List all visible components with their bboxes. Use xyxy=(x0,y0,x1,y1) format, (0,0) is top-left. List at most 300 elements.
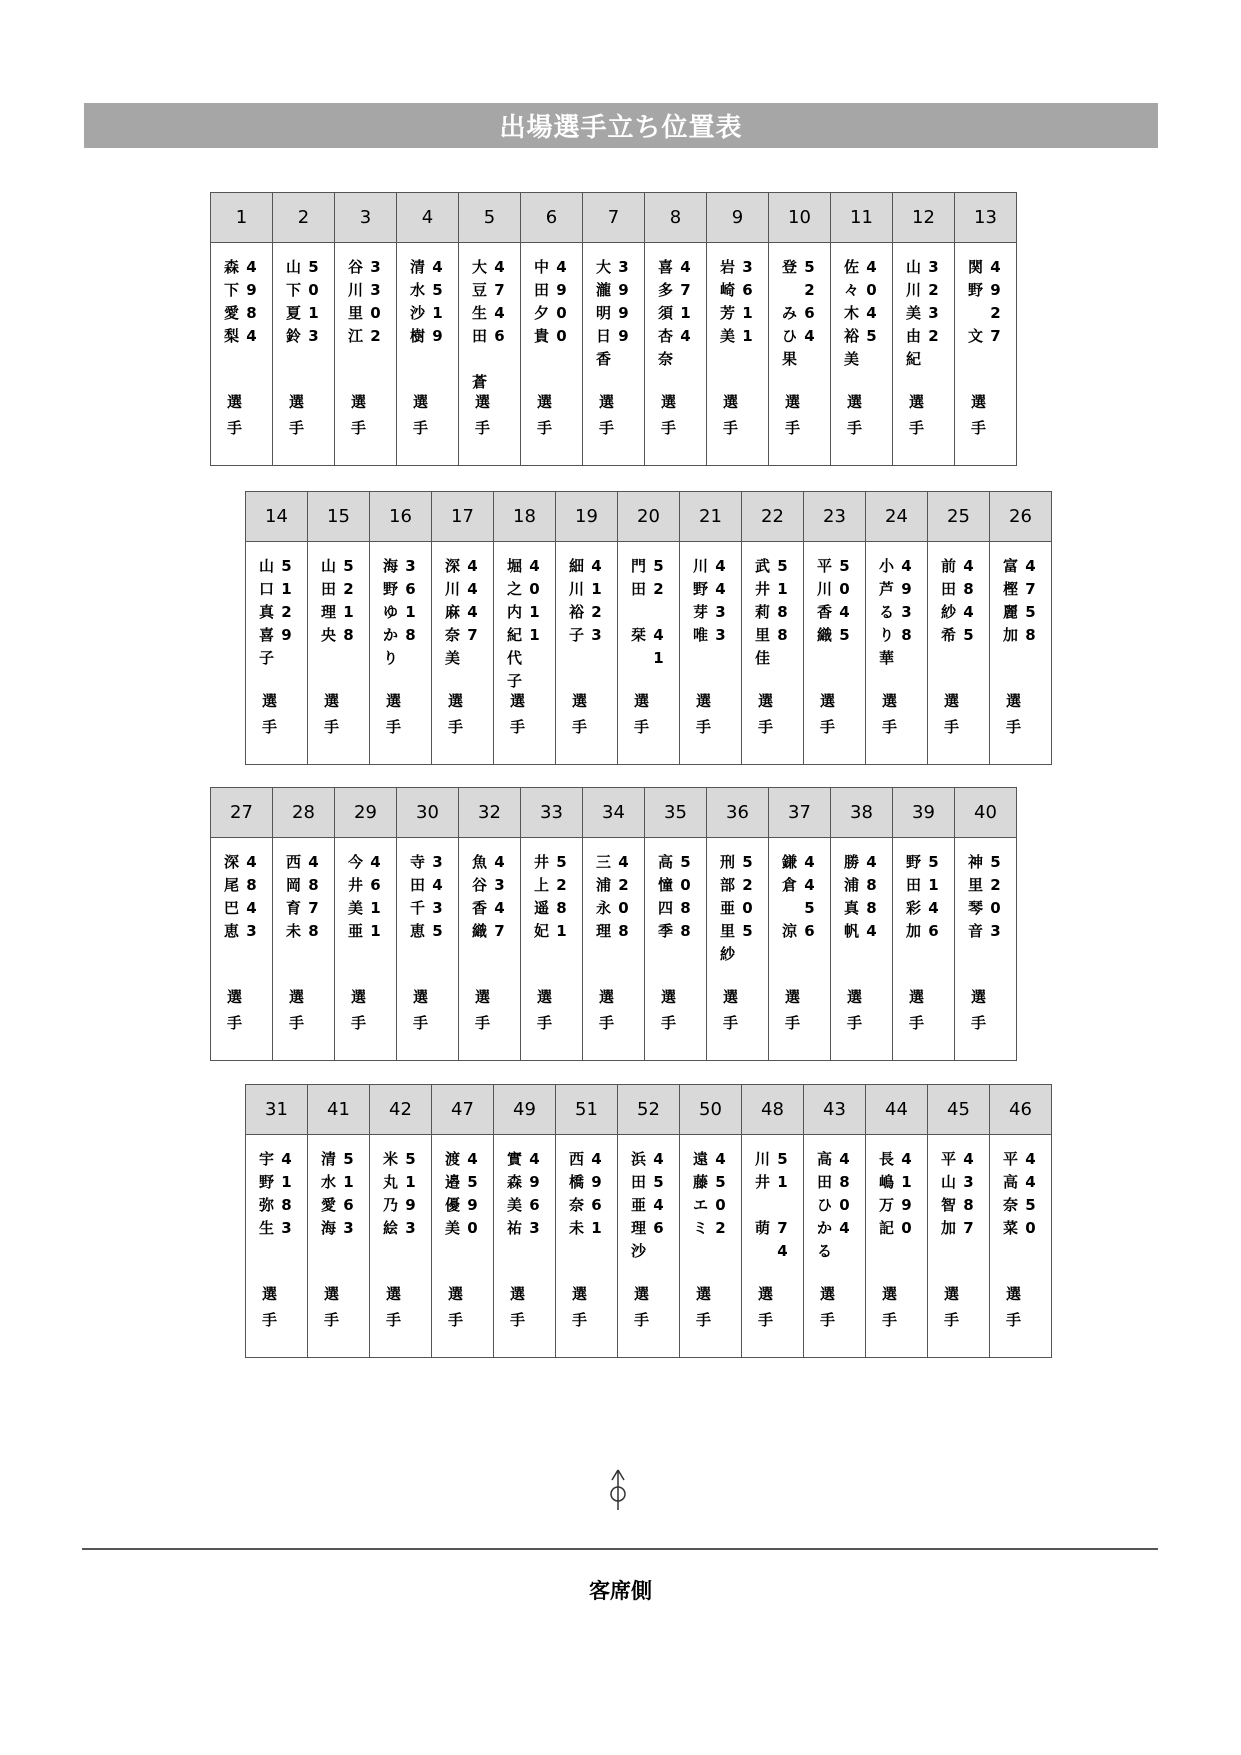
player-name: 高 憧 四 季 xyxy=(657,853,673,940)
player-suffix: 選 手 xyxy=(572,692,588,736)
player-info xyxy=(680,1135,741,1357)
player-number: 4 4 5 0 xyxy=(1025,1150,1036,1237)
position-cell xyxy=(308,491,370,765)
position-cell xyxy=(246,1084,308,1358)
player-suffix: 選 手 xyxy=(227,988,243,1032)
position-number: 50 xyxy=(680,1085,741,1135)
position-cell xyxy=(459,787,521,1061)
player-suffix: 選 手 xyxy=(820,692,836,736)
player-suffix: 選 手 xyxy=(599,988,615,1032)
position-cell xyxy=(804,491,866,765)
position-cell xyxy=(707,787,769,1061)
position-cell xyxy=(397,787,459,1061)
player-suffix: 選 手 xyxy=(475,988,491,1032)
player-name: 勝 浦 真 帆 xyxy=(843,853,859,940)
position-cell xyxy=(618,491,680,765)
player-suffix: 選 手 xyxy=(882,1285,898,1329)
position-number: 3 xyxy=(335,193,396,243)
player-info xyxy=(494,542,555,764)
position-row-4 xyxy=(245,1084,1052,1358)
player-suffix: 選 手 xyxy=(510,692,526,736)
player-suffix: 選 手 xyxy=(847,393,863,437)
position-cell xyxy=(308,1084,370,1358)
player-info xyxy=(397,243,458,465)
player-suffix: 選 手 xyxy=(289,988,305,1032)
player-suffix: 選 手 xyxy=(971,393,987,437)
position-number: 6 xyxy=(521,193,582,243)
position-cell xyxy=(335,787,397,1061)
player-info xyxy=(459,243,520,465)
position-cell xyxy=(955,787,1017,1061)
player-info xyxy=(893,243,954,465)
position-cell xyxy=(494,491,556,765)
position-row-1 xyxy=(210,192,1017,466)
player-name: 大 瀧 明 日 香 xyxy=(595,258,611,368)
center-mark-icon xyxy=(606,1468,630,1512)
player-suffix: 選 手 xyxy=(909,393,925,437)
player-info xyxy=(583,838,644,1060)
player-suffix: 選 手 xyxy=(351,393,367,437)
position-number: 37 xyxy=(769,788,830,838)
player-name: 清 水 愛 海 xyxy=(320,1150,336,1237)
position-cell xyxy=(459,192,521,466)
position-number: 32 xyxy=(459,788,520,838)
position-number: 49 xyxy=(494,1085,555,1135)
position-cell xyxy=(990,491,1052,765)
player-number: 5 1 9 3 xyxy=(405,1150,416,1237)
player-info xyxy=(459,838,520,1060)
player-number: 5 1 4 6 xyxy=(928,853,939,940)
player-info xyxy=(831,243,892,465)
player-number: 4 4 3 3 xyxy=(715,557,726,644)
position-cell xyxy=(928,1084,990,1358)
position-cell xyxy=(769,787,831,1061)
player-info xyxy=(521,243,582,465)
position-number: 38 xyxy=(831,788,892,838)
player-info xyxy=(521,838,582,1060)
player-name: 平 山 智 加 xyxy=(940,1150,956,1237)
position-number: 18 xyxy=(494,492,555,542)
player-number: 5 1 2 9 xyxy=(281,557,292,644)
player-info xyxy=(246,542,307,764)
position-cell xyxy=(521,192,583,466)
player-info xyxy=(893,838,954,1060)
player-suffix: 選 手 xyxy=(785,393,801,437)
player-name: 遠 藤 エ ミ xyxy=(692,1150,708,1237)
audience-side-label: 客席側 xyxy=(589,1579,652,1603)
player-name: 山 口 真 喜 子 xyxy=(258,557,274,667)
player-number: 3 6 1 1 xyxy=(742,258,753,345)
position-number: 34 xyxy=(583,788,644,838)
player-name: 山 川 美 由 紀 xyxy=(905,258,921,368)
player-info xyxy=(246,1135,307,1357)
player-suffix: 選 手 xyxy=(448,1285,464,1329)
player-info xyxy=(707,838,768,1060)
position-cell xyxy=(990,1084,1052,1358)
player-number: 4 9 6 1 xyxy=(591,1150,602,1237)
player-number: 4 9 8 4 xyxy=(246,258,257,345)
player-name: 浜 田 亜 理 沙 xyxy=(630,1150,646,1260)
position-cell xyxy=(866,491,928,765)
position-number: 51 xyxy=(556,1085,617,1135)
player-name: 深 川 麻 奈 美 xyxy=(444,557,460,667)
player-info xyxy=(273,243,334,465)
position-number: 8 xyxy=(645,193,706,243)
position-number: 2 xyxy=(273,193,334,243)
position-number: 9 xyxy=(707,193,768,243)
player-suffix: 選 手 xyxy=(944,1285,960,1329)
position-number: 1 xyxy=(211,193,272,243)
position-number: 29 xyxy=(335,788,396,838)
player-suffix: 選 手 xyxy=(758,1285,774,1329)
player-suffix: 選 手 xyxy=(262,1285,278,1329)
player-suffix: 選 手 xyxy=(227,393,243,437)
player-number: 4 8 4 3 xyxy=(246,853,257,940)
player-info xyxy=(273,838,334,1060)
position-number: 17 xyxy=(432,492,493,542)
player-number: 5 2 0 5 xyxy=(742,853,753,940)
position-cell xyxy=(893,192,955,466)
position-cell xyxy=(211,192,273,466)
player-name: 清 水 沙 樹 xyxy=(409,258,425,345)
player-name: 神 里 琴 音 xyxy=(967,853,983,940)
player-name: 小 芦 る り 華 xyxy=(878,557,894,667)
player-number: 5 2 0 3 xyxy=(990,853,1001,940)
player-info xyxy=(618,542,679,764)
player-suffix: 選 手 xyxy=(324,1285,340,1329)
player-suffix: 選 手 xyxy=(475,393,491,437)
position-number: 42 xyxy=(370,1085,431,1135)
position-cell xyxy=(804,1084,866,1358)
player-info xyxy=(370,1135,431,1357)
position-number: 33 xyxy=(521,788,582,838)
player-suffix: 選 手 xyxy=(696,1285,712,1329)
position-number: 11 xyxy=(831,193,892,243)
player-suffix: 選 手 xyxy=(944,692,960,736)
player-name: 堀 之 内 紀 代 子 xyxy=(506,557,522,690)
position-cell xyxy=(893,787,955,1061)
player-name: 米 丸 乃 絵 xyxy=(382,1150,398,1237)
player-info xyxy=(928,1135,989,1357)
position-cell xyxy=(645,787,707,1061)
player-number: 5 0 4 5 xyxy=(839,557,850,644)
position-number: 22 xyxy=(742,492,803,542)
position-number: 7 xyxy=(583,193,644,243)
player-suffix: 選 手 xyxy=(1006,692,1022,736)
player-info xyxy=(432,1135,493,1357)
position-number: 30 xyxy=(397,788,458,838)
player-info xyxy=(866,1135,927,1357)
player-name: 長 嶋 万 記 xyxy=(878,1150,894,1237)
player-suffix: 選 手 xyxy=(661,393,677,437)
player-number: 4 1 2 3 xyxy=(591,557,602,644)
player-suffix: 選 手 xyxy=(324,692,340,736)
player-number: 4 9 0 0 xyxy=(556,258,567,345)
player-info xyxy=(556,1135,617,1357)
player-suffix: 選 手 xyxy=(448,692,464,736)
player-info xyxy=(583,243,644,465)
position-number: 26 xyxy=(990,492,1051,542)
player-name: 富 樫 麗 加 xyxy=(1002,557,1018,644)
player-info xyxy=(742,542,803,764)
player-info xyxy=(769,838,830,1060)
player-suffix: 選 手 xyxy=(634,1285,650,1329)
position-cell xyxy=(521,787,583,1061)
player-info xyxy=(308,542,369,764)
player-info xyxy=(556,542,617,764)
position-cell xyxy=(680,491,742,765)
position-cell xyxy=(928,491,990,765)
player-name: 川 井 萌 xyxy=(754,1150,770,1237)
player-suffix: 選 手 xyxy=(785,988,801,1032)
player-name: 西 岡 育 未 xyxy=(285,853,301,940)
position-cell xyxy=(583,192,645,466)
player-suffix: 選 手 xyxy=(262,692,278,736)
player-info xyxy=(990,1135,1051,1357)
player-info xyxy=(742,1135,803,1357)
position-row-2 xyxy=(245,491,1052,765)
position-number: 13 xyxy=(955,193,1016,243)
player-info xyxy=(211,838,272,1060)
player-name: 中 田 夕 貴 xyxy=(533,258,549,345)
position-number: 35 xyxy=(645,788,706,838)
player-name: 寺 田 千 恵 xyxy=(409,853,425,940)
player-number: 4 8 0 4 xyxy=(839,1150,850,1237)
player-info xyxy=(707,243,768,465)
player-number: 3 6 1 8 xyxy=(405,557,416,644)
player-name: 野 田 彩 加 xyxy=(905,853,921,940)
player-number: 3 9 9 9 xyxy=(618,258,629,345)
player-number: 4 5 9 0 xyxy=(467,1150,478,1237)
player-number: 4 0 1 1 xyxy=(529,557,540,644)
player-name: 井 上 遥 妃 xyxy=(533,853,549,940)
player-name: 細 川 裕 子 xyxy=(568,557,584,644)
player-name: 實 森 美 祐 xyxy=(506,1150,522,1237)
position-number: 21 xyxy=(680,492,741,542)
player-number: 4 4 5 6 xyxy=(804,853,815,940)
position-cell xyxy=(742,1084,804,1358)
position-number: 36 xyxy=(707,788,768,838)
position-number: 39 xyxy=(893,788,954,838)
position-number: 28 xyxy=(273,788,334,838)
player-suffix: 選 手 xyxy=(386,1285,402,1329)
player-name: 三 浦 永 理 xyxy=(595,853,611,940)
player-suffix: 選 手 xyxy=(758,692,774,736)
player-number: 4 1 8 3 xyxy=(281,1150,292,1237)
player-name: 渡 邉 優 美 xyxy=(444,1150,460,1237)
player-number: 4 8 4 5 xyxy=(963,557,974,644)
player-info xyxy=(645,243,706,465)
player-suffix: 選 手 xyxy=(909,988,925,1032)
position-cell xyxy=(370,491,432,765)
position-cell xyxy=(556,1084,618,1358)
player-number: 4 5 4 6 xyxy=(653,1150,664,1237)
position-number: 16 xyxy=(370,492,431,542)
player-suffix: 選 手 xyxy=(1006,1285,1022,1329)
player-name: 大 豆 生 田 蒼 xyxy=(471,258,487,391)
player-info xyxy=(928,542,989,764)
player-name: 森 下 愛 梨 xyxy=(223,258,239,345)
position-number: 47 xyxy=(432,1085,493,1135)
player-name: 佐 々 木 裕 美 xyxy=(843,258,859,368)
player-number: 5 2 4 1 xyxy=(653,557,664,667)
position-number: 44 xyxy=(866,1085,927,1135)
player-info xyxy=(804,542,865,764)
player-info xyxy=(370,542,431,764)
player-suffix: 選 手 xyxy=(510,1285,526,1329)
player-info xyxy=(308,1135,369,1357)
position-cell xyxy=(831,787,893,1061)
position-cell xyxy=(831,192,893,466)
player-number: 4 5 0 2 xyxy=(715,1150,726,1237)
position-cell xyxy=(955,192,1017,466)
player-suffix: 選 手 xyxy=(351,988,367,1032)
page-title: 出場選手立ち位置表 xyxy=(84,103,1158,148)
player-name: 今 井 美 亜 xyxy=(347,853,363,940)
player-number: 4 9 2 7 xyxy=(990,258,1001,345)
player-number: 4 6 1 1 xyxy=(370,853,381,940)
player-info xyxy=(494,1135,555,1357)
player-info xyxy=(335,243,396,465)
player-suffix: 選 手 xyxy=(599,393,615,437)
position-cell xyxy=(432,491,494,765)
player-number: 4 5 1 9 xyxy=(432,258,443,345)
player-number: 4 8 8 4 xyxy=(866,853,877,940)
player-info xyxy=(645,838,706,1060)
player-number: 5 1 8 8 xyxy=(777,557,788,644)
player-info xyxy=(432,542,493,764)
player-name: 門 田 栞 xyxy=(630,557,646,644)
position-number: 25 xyxy=(928,492,989,542)
player-name: 前 田 紗 希 xyxy=(940,557,956,644)
player-info xyxy=(831,838,892,1060)
player-name: 海 野 ゆ か り xyxy=(382,557,398,667)
player-number: 4 9 3 8 xyxy=(901,557,912,644)
player-number: 5 2 8 1 xyxy=(556,853,567,940)
position-cell xyxy=(246,491,308,765)
player-suffix: 選 手 xyxy=(537,393,553,437)
player-number: 4 3 8 7 xyxy=(963,1150,974,1237)
player-number: 5 0 1 3 xyxy=(308,258,319,345)
player-info xyxy=(804,1135,865,1357)
position-number: 19 xyxy=(556,492,617,542)
audience-divider xyxy=(82,1548,1158,1550)
position-cell xyxy=(707,192,769,466)
position-number: 52 xyxy=(618,1085,679,1135)
player-name: 川 野 芽 唯 xyxy=(692,557,708,644)
player-name: 山 田 理 央 xyxy=(320,557,336,644)
player-name: 平 高 奈 菜 xyxy=(1002,1150,1018,1237)
position-number: 43 xyxy=(804,1085,865,1135)
position-number: 48 xyxy=(742,1085,803,1135)
position-number: 41 xyxy=(308,1085,369,1135)
position-cell xyxy=(866,1084,928,1358)
player-info xyxy=(335,838,396,1060)
player-suffix: 選 手 xyxy=(572,1285,588,1329)
player-name: 高 田 ひ か る xyxy=(816,1150,832,1260)
player-suffix: 選 手 xyxy=(820,1285,836,1329)
position-cell xyxy=(273,787,335,1061)
position-cell xyxy=(335,192,397,466)
player-info xyxy=(866,542,927,764)
player-name: 深 尾 巴 恵 xyxy=(223,853,239,940)
position-cell xyxy=(273,192,335,466)
player-number: 4 4 4 7 xyxy=(467,557,478,644)
player-info xyxy=(211,243,272,465)
player-name: 刑 部 亜 里 紗 xyxy=(719,853,735,963)
player-number: 5 0 8 8 xyxy=(680,853,691,940)
position-number: 40 xyxy=(955,788,1016,838)
player-name: 武 井 莉 里 佳 xyxy=(754,557,770,667)
player-suffix: 選 手 xyxy=(696,692,712,736)
position-cell xyxy=(397,192,459,466)
player-name: 平 川 香 織 xyxy=(816,557,832,644)
position-cell xyxy=(680,1084,742,1358)
position-cell xyxy=(370,1084,432,1358)
position-number: 12 xyxy=(893,193,954,243)
position-cell xyxy=(618,1084,680,1358)
position-number: 31 xyxy=(246,1085,307,1135)
player-suffix: 選 手 xyxy=(289,393,305,437)
player-number: 3 4 3 5 xyxy=(432,853,443,940)
player-suffix: 選 手 xyxy=(723,393,739,437)
player-suffix: 選 手 xyxy=(413,393,429,437)
player-number: 4 9 6 3 xyxy=(529,1150,540,1237)
player-name: 岩 崎 芳 美 xyxy=(719,258,735,345)
player-number: 4 1 9 0 xyxy=(901,1150,912,1237)
player-name: 鎌 倉 涼 xyxy=(781,853,797,940)
player-number: 5 2 1 8 xyxy=(343,557,354,644)
position-cell xyxy=(769,192,831,466)
player-info xyxy=(769,243,830,465)
position-number: 10 xyxy=(769,193,830,243)
position-number: 46 xyxy=(990,1085,1051,1135)
position-number: 24 xyxy=(866,492,927,542)
player-suffix: 選 手 xyxy=(537,988,553,1032)
player-info xyxy=(990,542,1051,764)
player-number: 4 3 4 7 xyxy=(494,853,505,940)
player-info xyxy=(397,838,458,1060)
position-cell xyxy=(742,491,804,765)
position-cell xyxy=(211,787,273,1061)
player-info xyxy=(955,243,1016,465)
player-number: 4 7 4 6 xyxy=(494,258,505,345)
player-name: 魚 谷 香 織 xyxy=(471,853,487,940)
position-number: 14 xyxy=(246,492,307,542)
player-suffix: 選 手 xyxy=(386,692,402,736)
position-number: 27 xyxy=(211,788,272,838)
player-suffix: 選 手 xyxy=(971,988,987,1032)
player-info xyxy=(955,838,1016,1060)
position-number: 45 xyxy=(928,1085,989,1135)
player-suffix: 選 手 xyxy=(723,988,739,1032)
player-number: 4 0 4 5 xyxy=(866,258,877,345)
player-name: 山 下 夏 鈴 xyxy=(285,258,301,345)
player-info xyxy=(618,1135,679,1357)
player-number: 3 3 0 2 xyxy=(370,258,381,345)
player-suffix: 選 手 xyxy=(847,988,863,1032)
position-cell xyxy=(583,787,645,1061)
player-suffix: 選 手 xyxy=(634,692,650,736)
position-cell xyxy=(645,192,707,466)
player-number: 5 1 7 4 xyxy=(777,1150,788,1260)
player-info xyxy=(680,542,741,764)
position-cell xyxy=(432,1084,494,1358)
player-number: 4 7 5 8 xyxy=(1025,557,1036,644)
player-number: 5 1 6 3 xyxy=(343,1150,354,1237)
position-cell xyxy=(556,491,618,765)
player-name: 西 橋 奈 未 xyxy=(568,1150,584,1237)
